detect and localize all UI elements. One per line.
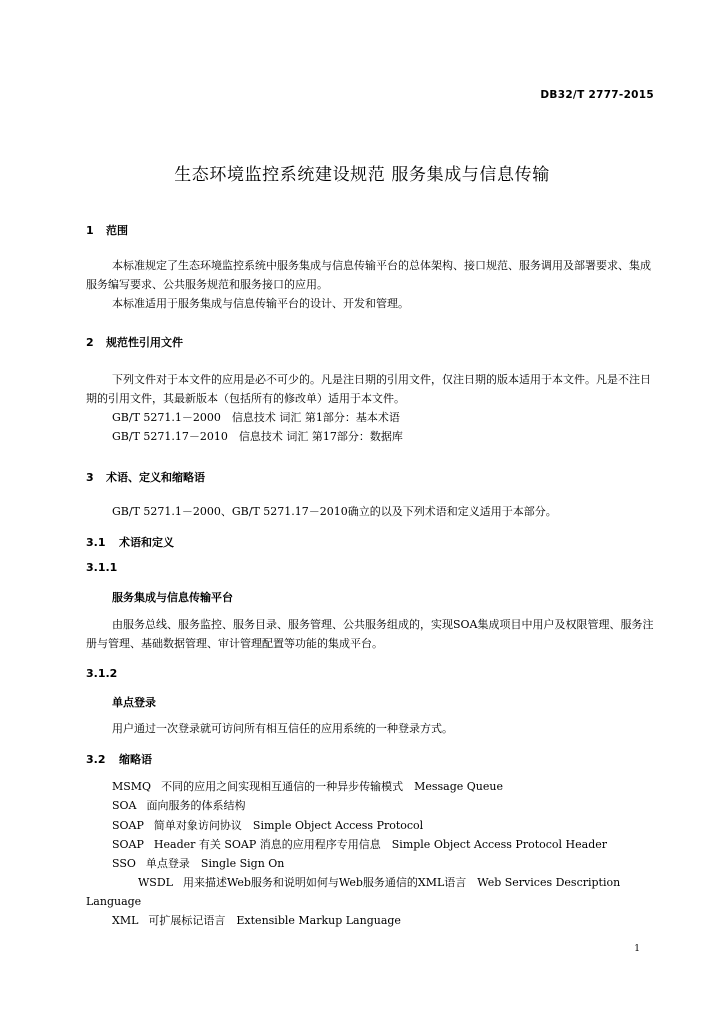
- section-title: 缩略语: [119, 753, 152, 766]
- abbreviation-term: SOAP: [112, 819, 144, 832]
- abbreviation-term: SOA: [112, 799, 137, 812]
- abbreviation-term: SOAP: [112, 838, 144, 851]
- section-3-heading: [86, 469, 205, 485]
- abbreviation-term: WSDL: [138, 876, 173, 889]
- term-3-1-1: 服务集成与信息传输平台: [112, 591, 233, 604]
- abbreviation-term: MSMQ: [112, 780, 152, 793]
- section-2-paragraph: 下列文件对于本文件的应用是必不可少的。凡是注日期的引用文件，仅注日期的版本适用于本文件。凡是不注日期的引用文件，其最新版本（包括所有的修改单）适用于本文件。: [86, 373, 651, 405]
- abbreviation-term: XML: [112, 914, 139, 927]
- document-code: DB32/T 2777-2015: [540, 89, 654, 101]
- abbreviation-xml: [112, 911, 401, 930]
- section-number: 1: [86, 224, 94, 237]
- abbreviation-description: 可扩展标记语言 Extensible Markup Language: [148, 914, 401, 927]
- abbreviation-soap-header: [112, 835, 607, 854]
- section-number: 2: [86, 336, 94, 349]
- page-number: 1: [634, 944, 640, 954]
- section-2-heading: [86, 334, 183, 350]
- section-3-2-heading: [86, 751, 152, 767]
- section-3-1-2-number: 3.1.2: [86, 667, 118, 680]
- section-title: 规范性引用文件: [106, 336, 183, 349]
- abbreviation-sso: [112, 854, 284, 873]
- reference-1: GB/T 5271.1－2000 信息技术 词汇 第1部分：基本术语: [112, 411, 400, 424]
- abbreviation-description: 用来描述Web服务和说明如何与Web服务通信的XML语言 Web Services Description Language: [86, 876, 621, 908]
- abbreviation-soap: [112, 816, 423, 835]
- abbreviation-description: 面向服务的体系结构: [146, 799, 246, 812]
- section-3-1-1-number: 3.1.1: [86, 561, 118, 574]
- section-title: 术语和定义: [119, 536, 174, 549]
- abbreviation-msmq: [112, 777, 503, 796]
- abbreviation-description: 不同的应用之间实现相互通信的一种异步传输模式 Message Queue: [161, 780, 503, 793]
- section-number: 3.1: [86, 536, 106, 549]
- section-3-1-heading: [86, 534, 174, 550]
- abbreviation-description: 单点登录 Single Sign On: [145, 857, 285, 870]
- definition-3-1-2: 用户通过一次登录就可访问所有相互信任的应用系统的一种登录方式。: [112, 722, 453, 735]
- section-3-paragraph: GB/T 5271.1－2000、GB/T 5271.17－2010确立的以及下列术语和定义适用于本部分。: [112, 505, 557, 518]
- definition-3-1-1: 由服务总线、服务监控、服务目录、服务管理、公共服务组成的，实现SOA集成项目中用户及权限管理、服务注册与管理、基础数据管理、审计管理配置等功能的集成平台。: [86, 618, 654, 650]
- section-number: 3.2: [86, 753, 106, 766]
- abbreviation-term: SSO: [112, 857, 136, 870]
- section-title: 范围: [106, 224, 128, 237]
- reference-2: GB/T 5271.17－2010 信息技术 词汇 第17部分：数据库: [112, 430, 403, 443]
- abbreviation-description: 简单对象访问协议 Simple Object Access Protocol: [153, 819, 424, 832]
- page-title: 生态环境监控系统建设规范 服务集成与信息传输: [174, 165, 550, 185]
- abbreviation-description: Header 有关 SOAP 消息的应用程序专用信息 Simple Object Access Protocol Header: [153, 838, 608, 851]
- section-title: 术语、定义和缩略语: [106, 471, 205, 484]
- section-1-heading: [86, 222, 128, 238]
- section-number: 3: [86, 471, 94, 484]
- section-1-paragraph-1: 本标准规定了生态环境监控系统中服务集成与信息传输平台的总体架构、接口规范、服务调用及部署要求、集成服务编写要求、公共服务规范和服务接口的应用。: [86, 259, 651, 291]
- term-3-1-2: 单点登录: [112, 696, 156, 709]
- abbreviation-soa: [112, 796, 246, 815]
- section-1-paragraph-2: 本标准适用于服务集成与信息传输平台的设计、开发和管理。: [112, 297, 409, 310]
- abbreviation-wsdl: [86, 873, 660, 911]
